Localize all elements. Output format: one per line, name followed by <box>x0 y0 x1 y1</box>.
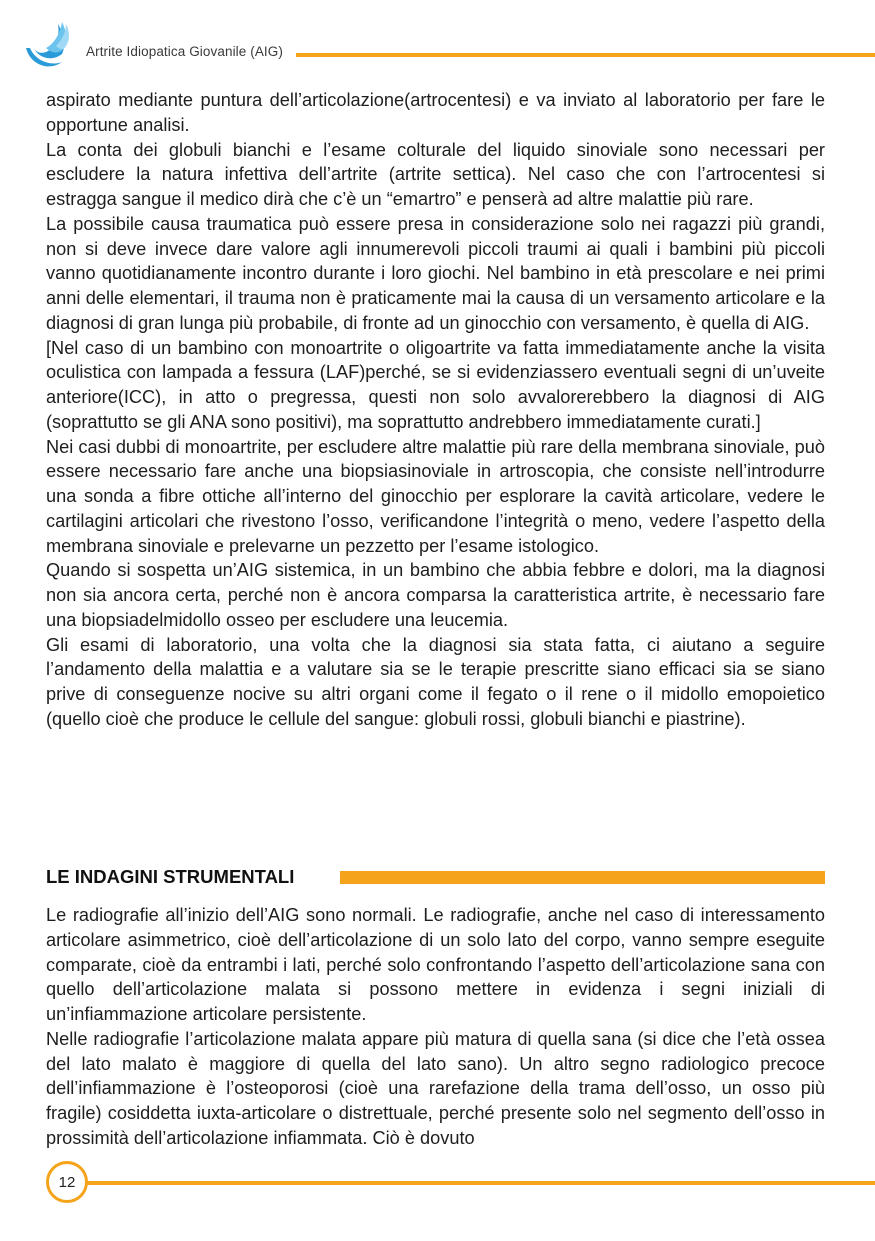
section-heading-bar <box>340 871 825 884</box>
footer-rule <box>86 1181 875 1185</box>
paragraph: Le radiografie all’inizio dell’AIG sono normali. Le radiografie, anche nel caso di interessamento articolare asimmetrico, cioè dell’articolazione di un solo lato del corpo, vanno sempre eseguite comparate, cioè da entrambi i lati, perché solo confrontando l’aspetto dell’articolazione sana con quello dell’articolazione malata si possono mettere in evidenza i segni iniziali di un’infiammazione articolare persistente. <box>46 905 825 1024</box>
body-text <box>46 88 825 732</box>
section-heading-title: LE INDAGINI STRUMENTALI <box>46 866 295 887</box>
paragraph: La possibile causa traumatica può essere presa in considerazione solo nei ragazzi più grandi, non si deve invece dare valore agli innumerevoli piccoli traumi ai quali i bambini più piccoli vanno quotidianamente incontro durante i loro giochi. Nel bambino in età prescolare e nei primi anni delle elementari, il trauma non è praticamente mai la causa di un versamento articolare e la diagnosi di gran lunga più probabile, di fronte ad un ginocchio con versamento, è quella di AIG. <box>46 213 825 333</box>
paragraph: Nelle radiografie l’articolazione malata appare più matura di quella sana (si dice che l’età ossea del lato malato è maggiore di quella del lato sano). Un altro segno radiologico precoce dell’infiammazione è l’osteoporosi (cioè una rarefazione della trama dell’osso, un osso più fragile) cosiddetta iuxta-articolare o distrettuale, perché presente solo nel segmento dell’osso in prossimità dell’articolazione infiammata. Ciò è dovuto <box>46 1028 825 1148</box>
paragraph: aspirato mediante puntura dell’articolazione(artrocentesi) e va inviato al laboratorio per fare le opportune analisi. <box>46 90 825 135</box>
page-number: 12 <box>46 1161 88 1203</box>
page-header <box>0 0 875 90</box>
paragraph: La conta dei globuli bianchi e l’esame colturale del liquido sinoviale sono necessari per escludere la natura infettiva dell’artrite (artrite settica). Nel caso che con l’artrocentesi si estragga sangue il medico dirà che c’è un “emartro” e penserà ad altre malattie più rare. <box>46 139 825 209</box>
paragraph: Nei casi dubbi di monoartrite, per escludere altre malattie più rare della membrana sinoviale, può essere necessario fare anche una biopsiasinoviale in artroscopia, che consiste nell’introdurre una sonda a fibre ottiche all’interno del ginocchio per esplorare la cavità articolare, vedere le cartilagini articolari che rivestono l’osso, verificandone l’integrità o meno, vedere l’aspetto della membrana sinoviale e prelevarne un pezzetto per l’esame istologico. <box>46 436 825 556</box>
paragraph: Quando si sospetta un’AIG sistemica, in un bambino che abbia febbre e dolori, ma la diagnosi non sia ancora certa, perché non è ancora comparsa la caratteristica artrite, è necessario fare una biopsiadelmidollo osseo per escludere una leucemia. <box>46 560 825 630</box>
section-body-text <box>46 903 825 1151</box>
paragraph: Gli esami di laboratorio, una volta che la diagnosi sia stata fatta, ci aiutano a seguire l’andamento della malattia e a valutare sia se le terapie prescritte siano efficaci sia se siano prive di conseguenze nocive su altri organi come il fegato o il rene o il midollo emopoietico (quello cioè che produce le cellule del sangue: globuli rossi, globuli bianchi e piastrine). <box>46 634 825 729</box>
header-rule <box>296 53 875 57</box>
page-footer <box>0 1155 875 1215</box>
header-title: Artrite Idiopatica Giovanile (AIG) <box>86 44 283 59</box>
section-heading <box>46 866 825 892</box>
paragraph: [Nel caso di un bambino con monoartrite o oligoartrite va fatta immediatamente anche la visita oculistica con lampada a fessura (LAF)perché, se si evidenziassero eventuali segni di un’uveite anteriore(ICC), in atto o pregressa, questi non solo avvalorerebbero la diagnosi di AIG (soprattutto se gli ANA sono positivi), ma soprattutto andrebbero immediatamente curati.] <box>46 337 825 432</box>
wave-logo-icon <box>22 18 74 74</box>
